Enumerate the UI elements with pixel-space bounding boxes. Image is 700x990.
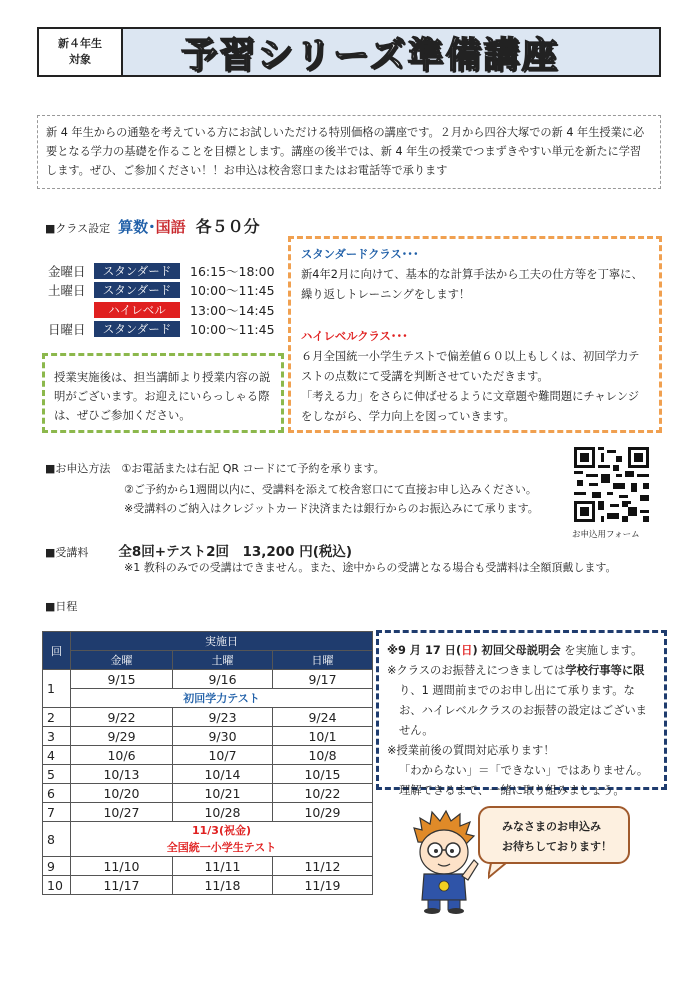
info-box xyxy=(376,630,667,797)
saturday-date: 10/7 xyxy=(173,746,273,765)
friday-date: 9/15 xyxy=(71,670,173,689)
round-number: 10 xyxy=(43,876,71,895)
class-description xyxy=(288,236,662,433)
header xyxy=(37,27,661,77)
fee-note: ※1 教科のみでの受講はできません。また、途中からの受講となる場合も受講料は全額頂戴します。 xyxy=(124,561,617,574)
table-row xyxy=(43,727,373,746)
schedule-row xyxy=(48,262,275,280)
application-method: ■お申込方法 ①お電話または右記 QR コードにて予約を承ります。 xyxy=(45,462,385,475)
table-row xyxy=(43,746,373,765)
round-number: 7 xyxy=(43,803,71,822)
page-title: 予習シリーズ準備講座 xyxy=(181,34,560,76)
round-number: 5 xyxy=(43,765,71,784)
schedule-time: 10:00～11:45 xyxy=(190,283,275,298)
header-dates: 実施日 xyxy=(71,632,373,651)
saturday-date: 10/21 xyxy=(173,784,273,803)
header-round: 回 xyxy=(43,632,71,670)
high-level-class-title: ハイレベルクラス･･･ xyxy=(301,330,408,343)
friday-date: 11/17 xyxy=(71,876,173,895)
national-test-date: 11/3(祝金) xyxy=(191,824,252,837)
level-badge: スタンダード xyxy=(94,321,180,337)
subject-separator: ･ xyxy=(148,218,156,236)
teacher-character-icon xyxy=(404,808,484,914)
high-level-class-text2: 「考える力」をさらに伸ばせるように文章題や難問題にチャレンジをしながら、学力向上を図っていきます。 xyxy=(301,390,640,423)
subject-japanese: 国語 xyxy=(155,218,186,236)
transfer-notice xyxy=(387,661,656,681)
level-badge: ハイレベル xyxy=(94,302,180,318)
info-text: ※9 月 17 日( xyxy=(387,644,462,657)
table-row xyxy=(43,857,373,876)
info-text: を実施します。 xyxy=(560,644,643,657)
sunday-date: 10/15 xyxy=(273,765,373,784)
saturday-date: 10/28 xyxy=(173,803,273,822)
header-sunday: 日曜 xyxy=(273,651,373,670)
info-text: ) 初回父母説明会 xyxy=(472,644,561,657)
bubble-line1: みなさまのお申込み xyxy=(502,820,601,833)
friday-date: 9/29 xyxy=(71,727,173,746)
table-row xyxy=(43,708,373,727)
saturday-date: 9/23 xyxy=(173,708,273,727)
saturday-date: 9/16 xyxy=(173,670,273,689)
bubble-line2: お待ちしております！ xyxy=(502,840,612,853)
payment-note: ※受講料のご納入はクレジットカード決済または銀行からのお振込みにて承ります。 xyxy=(124,502,539,515)
intro-text: 新 4 年生からの通塾を考えている方にお試しいただける特別価格の講座です。２月から四谷大塚での新 4 年生授業に必要となる学力の基礎を作ることを目標とします。講座の後半では、新 4 年生の授業でつまずきやすい単元を新たに学習します。ぜひ、ご参加ください！！お申込は校舎窓口またはお電話等で承ります xyxy=(37,115,661,189)
qr-label: お申込用フォーム xyxy=(572,530,640,540)
qr-code-icon[interactable] xyxy=(574,447,649,522)
target-line1: 新４年生 xyxy=(58,37,102,50)
schedule-day: 土曜日 xyxy=(48,283,86,298)
national-test-name: 全国統一小学生テスト xyxy=(166,841,277,854)
fee xyxy=(45,540,352,560)
target-line2: 対象 xyxy=(69,53,91,66)
table-row xyxy=(43,765,373,784)
schedule-label: ■日程 xyxy=(45,600,78,613)
info-message: 「わからない」＝「できない」ではありません。 xyxy=(399,764,649,777)
saturday-date: 9/30 xyxy=(173,727,273,746)
schedule-row xyxy=(48,320,275,338)
friday-date: 10/20 xyxy=(71,784,173,803)
sunday-date: 9/24 xyxy=(273,708,373,727)
schedule-time: 16:15～18:00 xyxy=(190,264,275,279)
level-badge: スタンダード xyxy=(94,282,180,298)
table-row xyxy=(43,803,373,822)
level-badge: スタンダード xyxy=(94,263,180,279)
friday-date: 10/27 xyxy=(71,803,173,822)
round-number: 9 xyxy=(43,857,71,876)
fee-detail: 全8回+テスト2回 13,200 円(税込) xyxy=(118,544,353,560)
saturday-date: 11/18 xyxy=(173,876,273,895)
saturday-date: 11/11 xyxy=(173,857,273,876)
speech-bubble xyxy=(478,806,630,864)
table-row xyxy=(43,784,373,803)
schedule-time: 10:00～11:45 xyxy=(190,322,275,337)
friday-date: 9/22 xyxy=(71,708,173,727)
schedule-row xyxy=(48,301,275,319)
schedule-table xyxy=(42,631,373,895)
saturday-date: 10/14 xyxy=(173,765,273,784)
round-number: 8 xyxy=(43,822,71,857)
sunday-date: 10/1 xyxy=(273,727,373,746)
class-minutes: 各５０分 xyxy=(195,217,260,236)
schedule-time: 13:00～14:45 xyxy=(190,303,275,318)
standard-class-title: スタンダードクラス･･･ xyxy=(301,248,419,261)
table-row xyxy=(43,822,373,857)
schedule-row xyxy=(48,281,275,299)
round-number: 6 xyxy=(43,784,71,803)
header-friday: 金曜 xyxy=(71,651,173,670)
schedule-day: 日曜日 xyxy=(48,322,86,337)
national-test-event xyxy=(71,822,373,857)
sunday-date: 10/8 xyxy=(273,746,373,765)
first-test-event: 初回学力テスト xyxy=(71,689,373,708)
sunday-date: 10/22 xyxy=(273,784,373,803)
round-number: 3 xyxy=(43,727,71,746)
info-text: ※クラスのお振替えにつきましては xyxy=(387,664,566,677)
friday-date: 11/10 xyxy=(71,857,173,876)
question-notice: ※授業前後の質問対応承ります！ xyxy=(387,744,555,757)
info-sunday: 日 xyxy=(461,644,473,657)
application-step2: ②ご予約から1週間以内に、受講料を添えて校舎窓口にて直接お申し込みください。 xyxy=(124,483,537,496)
table-row xyxy=(43,670,373,689)
subject-math: 算数 xyxy=(118,218,149,236)
sunday-date: 10/29 xyxy=(273,803,373,822)
schedule-day: 金曜日 xyxy=(48,264,86,279)
parent-meeting-notice xyxy=(387,641,656,661)
sunday-date: 11/19 xyxy=(273,876,373,895)
round-number: 1 xyxy=(43,670,71,708)
class-setting xyxy=(45,214,260,237)
round-number: 4 xyxy=(43,746,71,765)
info-message2: 理解できるまで、一緒に取り組みましょう。 xyxy=(399,784,625,797)
explanation-notice: 授業実施後は、担当講師より授業内容の説明がございます。お迎えにいらっしゃる際は、ぜひご参加ください。 xyxy=(42,353,284,433)
fee-label: ■受講料 xyxy=(45,546,89,559)
round-number: 2 xyxy=(43,708,71,727)
table-row xyxy=(43,876,373,895)
friday-date: 10/13 xyxy=(71,765,173,784)
header-saturday: 土曜 xyxy=(173,651,273,670)
sunday-date: 9/17 xyxy=(273,670,373,689)
title-box xyxy=(123,29,659,75)
transfer-notice-detail: り、1 週間前までのお申し出にて承ります。なお、ハイレベルクラスのお振替の設定はございません。 xyxy=(399,684,647,737)
sunday-date: 11/12 xyxy=(273,857,373,876)
friday-date: 10/6 xyxy=(71,746,173,765)
high-level-class-text: ６月全国統一小学生テストで偏差値６０以上もしくは、初回学力テストの点数にて受講を判断させていただきます。 xyxy=(301,350,640,383)
info-text: 学校行事等に限 xyxy=(565,664,645,677)
table-row xyxy=(43,689,373,708)
standard-class-text: 新4年2月に向けて、基本的な計算手法から工夫の仕方等を丁寧に、繰り返しトレーニングをします！ xyxy=(301,268,643,301)
target-grade-box xyxy=(39,29,123,75)
class-setting-label: ■クラス設定 xyxy=(45,222,111,235)
